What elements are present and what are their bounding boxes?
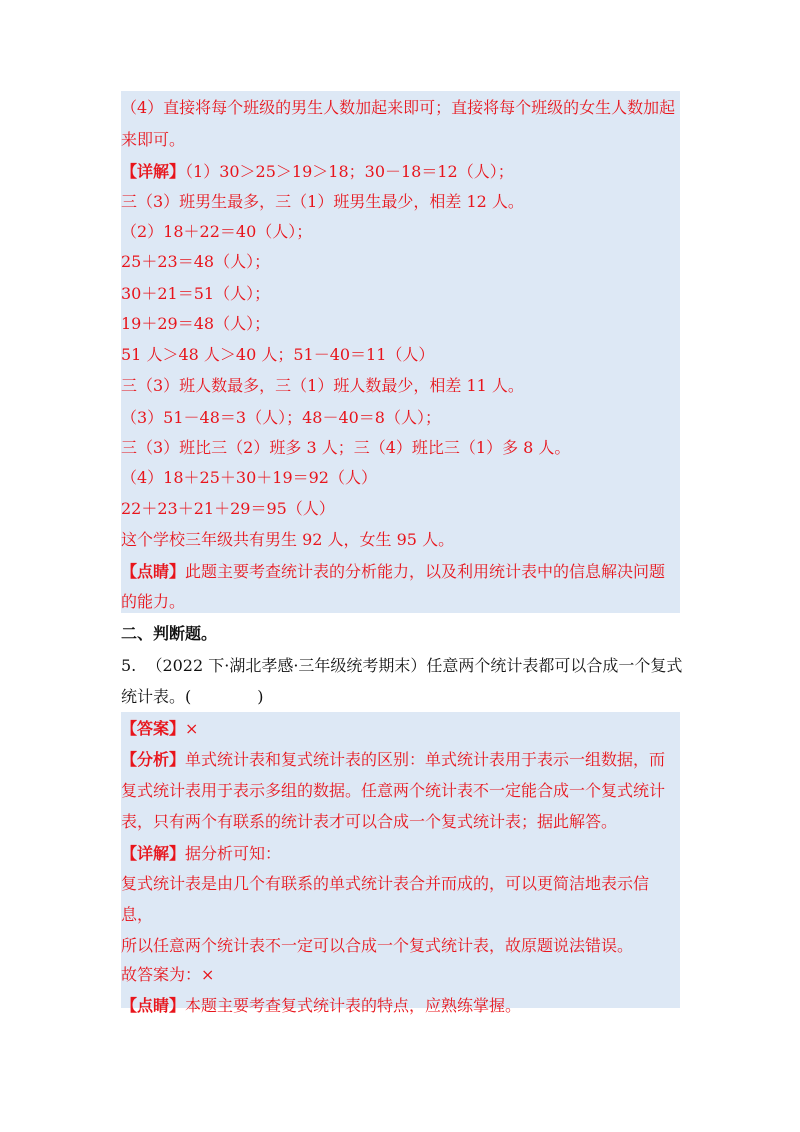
question-5-stem bbox=[121, 651, 681, 681]
detail-tag: 【详解】 bbox=[121, 162, 186, 181]
section-title: 二、判断题。 bbox=[121, 624, 218, 643]
q4-detail-line: （2）18＋22＝40（人）； bbox=[121, 222, 313, 241]
detail-tag: 【详解】 bbox=[121, 844, 186, 863]
q4-comment-line: 的能力。 bbox=[121, 592, 186, 611]
comment-text: 此题主要考查统计表的分析能力，以及利用统计表中的信息解决问题 bbox=[185, 562, 666, 581]
q4-detail-line: 51 人＞48 人＞40 人；51－40＝11（人） bbox=[121, 345, 435, 364]
q5-analysis-line bbox=[121, 745, 681, 775]
detail-text: 据分析可知： bbox=[185, 844, 282, 863]
q5-comment-line bbox=[121, 991, 681, 1021]
q5-detail-line: 所以任意两个统计表不一定可以合成一个复式统计表，故原题说法错误。 bbox=[121, 936, 634, 955]
q4-detail-line: 19＋29＝48（人）； bbox=[121, 314, 271, 333]
detail-text: （1）30＞25＞19＞18；30－18＝12（人）； bbox=[185, 162, 514, 181]
q5-answer-line bbox=[121, 714, 681, 744]
q4-detail-line: 这个学校三年级共有男生 92 人，女生 95 人。 bbox=[121, 530, 455, 549]
q5-detail-line: 故答案为：× bbox=[121, 965, 215, 984]
q4-detail-line: 22＋23＋21＋29＝95（人） bbox=[121, 499, 335, 518]
question-number: 5. bbox=[121, 656, 137, 675]
q4-detail-line bbox=[121, 157, 681, 187]
q4-detail-line: （3）51－48＝3（人）；48－40＝8（人）； bbox=[121, 408, 441, 427]
q5-detail-line: 复式统计表是由几个有联系的单式统计表合并而成的，可以更简洁地表示信 bbox=[121, 874, 650, 893]
q4-analysis-line: 来即可。 bbox=[121, 130, 186, 149]
q4-detail-line: 三（3）班人数最多，三（1）班人数最少，相差 11 人。 bbox=[121, 376, 524, 395]
q4-detail-line: 25＋23＝48（人）； bbox=[121, 252, 271, 271]
q4-detail-line: （4）18＋25＋30＋19＝92（人） bbox=[121, 468, 377, 487]
q4-detail-line: 三（3）班男生最多，三（1）班男生最少，相差 12 人。 bbox=[121, 192, 524, 211]
q4-detail-line: 30＋21＝51（人）； bbox=[121, 284, 271, 303]
comment-tag: 【点睛】 bbox=[121, 562, 186, 581]
question-5-stem bbox=[121, 682, 681, 712]
analysis-tag: 【分析】 bbox=[121, 750, 186, 769]
question-text: 任意两个统计表都可以合成一个复式 bbox=[426, 656, 683, 675]
question-text: 统计表。( bbox=[121, 687, 192, 706]
answer-tag: 【答案】 bbox=[121, 719, 186, 738]
q5-analysis-line: 复式统计表用于表示多组的数据。任意两个统计表不一定能合成一个复式统计 bbox=[121, 781, 666, 800]
comment-tag: 【点睛】 bbox=[121, 996, 186, 1015]
comment-text: 本题主要考查复式统计表的特点，应熟练掌握。 bbox=[185, 996, 522, 1015]
answer-value: × bbox=[185, 719, 199, 738]
analysis-text: 单式统计表和复式统计表的区别：单式统计表用于表示一组数据，而 bbox=[185, 750, 666, 769]
q5-analysis-line: 表，只有两个有联系的统计表才可以合成一个复式统计表；据此解答。 bbox=[121, 812, 618, 831]
q4-analysis-line: （4）直接将每个班级的男生人数加起来即可；直接将每个班级的女生人数加起 bbox=[121, 98, 676, 117]
question-source: （2022 下·湖北孝感·三年级统考期末） bbox=[146, 656, 427, 675]
q4-comment-line bbox=[121, 557, 681, 587]
q5-detail-line bbox=[121, 839, 681, 869]
q5-detail-line: 息， bbox=[121, 905, 154, 924]
q4-detail-line: 三（3）班比三（2）班多 3 人；三（4）班比三（1）多 8 人。 bbox=[121, 438, 571, 457]
question-text-end: ) bbox=[257, 687, 264, 706]
